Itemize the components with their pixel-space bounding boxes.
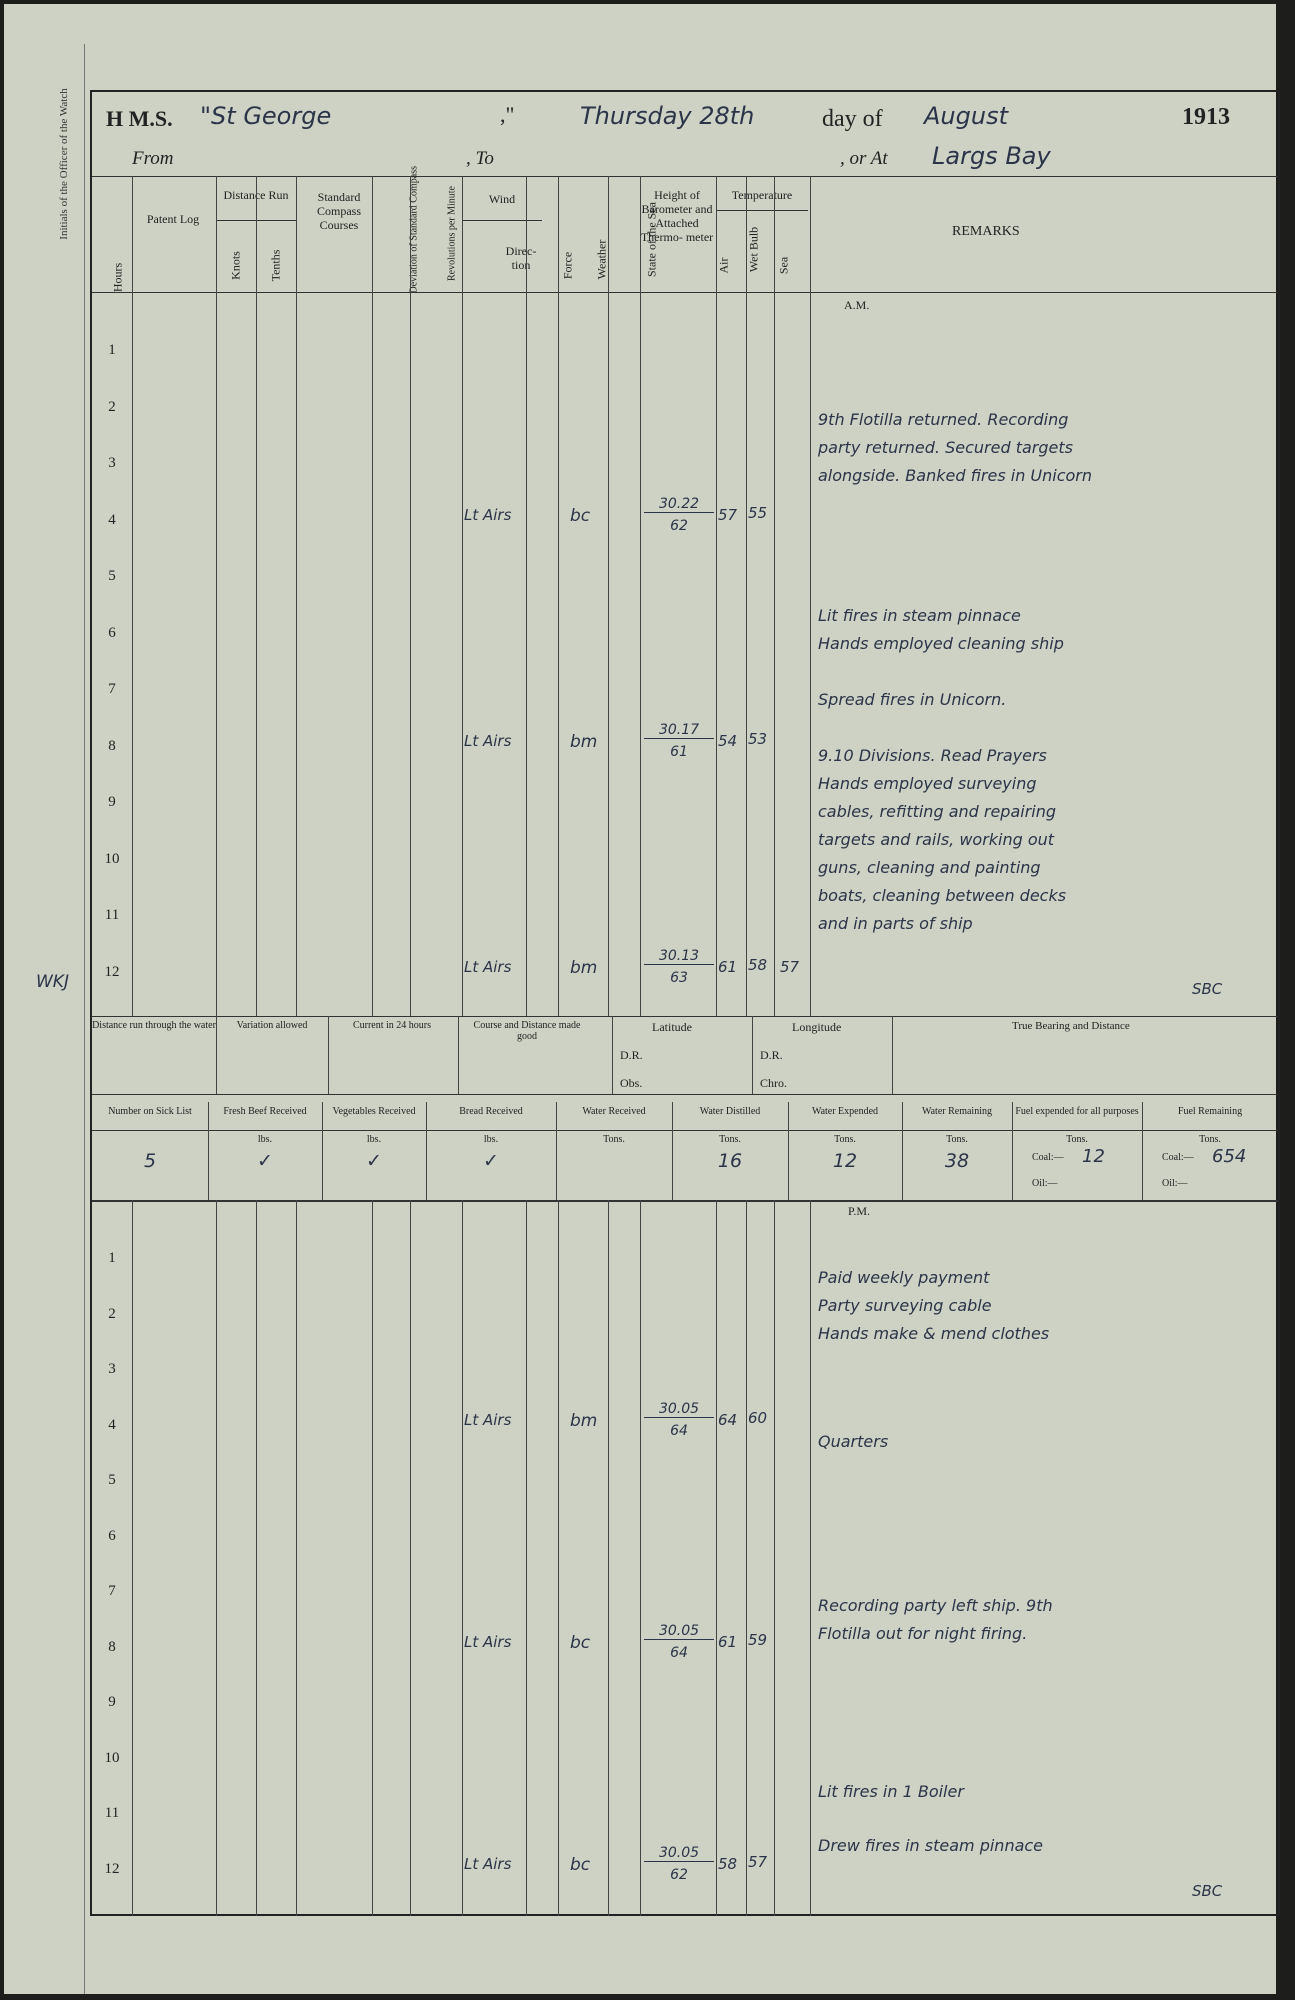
wet-bulb-header: Wet Bulb (746, 226, 761, 273)
column-rule (716, 176, 717, 1016)
hour-label: 2 (108, 1305, 116, 1322)
margin-rule (84, 44, 85, 1994)
attached-thermometer: 62 (670, 517, 688, 534)
remark-line: Lit fires in steam pinnace (818, 606, 1021, 625)
remark-line: boats, cleaning between decks (818, 886, 1067, 905)
hours-header: Hours (110, 262, 125, 293)
column-rule (746, 176, 747, 1016)
remark-line: 9.10 Divisions. Read Prayers (818, 746, 1047, 765)
patent-log-label: Patent Log (146, 212, 200, 226)
hour-label: 7 (108, 1583, 116, 1599)
remark-line: Recording party left ship. 9th (818, 1596, 1053, 1615)
hour-label: 3 (108, 455, 116, 471)
standard-compass-header: Standard Compass Courses (316, 190, 361, 232)
remark-line: Quarters (818, 1432, 889, 1451)
hour-label: 11 (104, 1805, 120, 1821)
barometer: 30.05 (644, 1623, 714, 1640)
coal-label: Coal:— (1162, 1152, 1194, 1163)
remark-line: Paid weekly payment (818, 1268, 990, 1287)
lon-chro: Chro. (760, 1076, 787, 1090)
air-temp: 54 (718, 731, 738, 750)
log-sheet (90, 90, 1280, 1916)
attached-thermometer: 64 (670, 1644, 688, 1661)
wind-sub-rule (462, 220, 542, 221)
remark-line: Hands employed cleaning ship (818, 634, 1064, 653)
barometer-header: Height of Barometer and Attached Thermo- meter (640, 188, 714, 244)
true-bearing: True Bearing and Distance (1012, 1020, 1130, 1032)
barometer: 30.05 (644, 1845, 714, 1862)
wet-bulb-temp: 57 (748, 1852, 768, 1871)
wind-direction: Lt Airs (464, 731, 512, 750)
hour-label: 1 (108, 342, 116, 358)
lat-dr: D.R. (620, 1048, 643, 1062)
wind-header: Wind (488, 192, 516, 206)
pm-label: P.M. (848, 1204, 871, 1218)
lat-obs: Obs. (620, 1076, 643, 1090)
supplies-value: 16 (717, 1150, 743, 1172)
weather-header: Weather (594, 239, 609, 280)
sea-temp-header: Sea (776, 256, 791, 275)
latitude-label: Latitude (652, 1020, 692, 1034)
wet-bulb-temp: 60 (748, 1408, 768, 1427)
header-rule (92, 176, 1278, 177)
attached-thermometer: 63 (670, 969, 688, 986)
air-header: Air (716, 257, 731, 274)
weather-code: bc (570, 1632, 591, 1653)
supplies-value: 38 (944, 1150, 970, 1172)
remark-line: Hands employed surveying (818, 774, 1037, 793)
column-rule (296, 1200, 297, 1916)
supplies-value: 12 (832, 1150, 858, 1172)
hour-label: 6 (108, 624, 116, 641)
column-rule (608, 176, 609, 1016)
remark-line: alongside. Banked fires in Unicorn (818, 466, 1093, 485)
observation-row (92, 1622, 812, 1681)
remarks-header: REMARKS (952, 224, 1020, 239)
hour-label: 4 (108, 511, 116, 528)
supplies-header-rule (92, 1130, 1278, 1131)
fuel-remaining-coal: 654 (1212, 1146, 1247, 1167)
column-rule (558, 176, 559, 1016)
log-page (4, 4, 1276, 1994)
hour-label: 6 (108, 1527, 116, 1544)
column-rule (810, 176, 811, 1016)
variation-allowed: Variation allowed (236, 1020, 308, 1031)
deviation-header: Deviation of Standard Compass (408, 166, 420, 294)
supplies-unit: Tons. (719, 1134, 741, 1145)
wet-bulb-temp: 59 (748, 1630, 768, 1649)
weather-code: bm (570, 1410, 598, 1431)
barometer: 30.17 (644, 722, 714, 739)
from-label: From (132, 148, 174, 169)
hour-label: 12 (104, 963, 120, 980)
supplies-value: ✓ (257, 1150, 273, 1172)
barometer: 30.05 (644, 1401, 714, 1418)
remark-line: Lit fires in 1 Boiler (818, 1782, 964, 1801)
hour-label: 4 (108, 1416, 116, 1433)
supplies-unit: Tons. (1199, 1134, 1221, 1145)
supplies-unit: lbs. (366, 1134, 382, 1145)
month: August (924, 102, 1008, 130)
mid-rule (92, 1094, 1278, 1095)
supplies-header: Fuel Remaining (1177, 1106, 1243, 1117)
am-label: A.M. (844, 298, 870, 312)
am-initials: SBC (1192, 980, 1223, 998)
oil-label: Oil:— (1162, 1178, 1188, 1189)
column-rule (132, 176, 133, 1016)
column-rule (216, 1200, 217, 1916)
hour-label: 9 (108, 794, 116, 810)
hour-label: 7 (108, 681, 116, 697)
supplies-unit: lbs. (257, 1134, 273, 1145)
remark-line: guns, cleaning and painting (818, 858, 1041, 877)
attached-thermometer: 61 (670, 743, 688, 760)
patent-log-header (132, 212, 214, 226)
distance-run-header: Distance Run (223, 188, 289, 202)
pm-initials: SBC (1192, 1882, 1223, 1900)
remark-line: cables, refitting and repairing (818, 802, 1057, 821)
hour-label: 5 (108, 568, 116, 584)
fuel-expended-coal: 12 (1082, 1146, 1105, 1167)
revolutions-header: Revolutions per Minute (446, 186, 458, 281)
mid-divider (328, 1016, 329, 1094)
hour-label: 8 (108, 1638, 116, 1655)
air-temp: 64 (718, 1410, 738, 1429)
remark-line: targets and rails, working out (818, 830, 1055, 849)
remark-line: Party surveying cable (818, 1296, 992, 1315)
supplies-header: Fuel expended for all purposes (1015, 1106, 1139, 1117)
column-rule (256, 176, 257, 1016)
column-rule (640, 1200, 641, 1916)
mid-divider (752, 1016, 753, 1094)
column-rule (256, 220, 257, 292)
remark-line: Flotilla out for night firing. (818, 1624, 1028, 1643)
column-rule (132, 1200, 133, 1916)
wet-bulb-temp: 58 (748, 955, 768, 974)
officer-initials-label: Initials of the Officer of the Watch (58, 88, 70, 240)
remark-line: party returned. Secured targets (818, 438, 1073, 457)
hms-label: H M.S. (106, 106, 173, 131)
column-rule (526, 176, 527, 1016)
supplies-header: Water Distilled (699, 1106, 761, 1117)
supplies-unit: Tons. (834, 1134, 856, 1145)
column-rule (558, 1200, 559, 1916)
attached-thermometer: 62 (670, 1866, 688, 1883)
column-rule (640, 176, 641, 1016)
weather-code: bc (570, 505, 591, 526)
wind-direction: Lt Airs (464, 1854, 512, 1873)
remark-line: Hands make & mend clothes (818, 1324, 1050, 1343)
to-label: , To (466, 148, 494, 169)
tenths-header: Tenths (268, 249, 283, 282)
remark-line: and in parts of ship (818, 914, 973, 933)
or-at-label: , or At (840, 148, 888, 169)
column-rule (526, 1200, 527, 1916)
column-rule (774, 176, 775, 1016)
supplies-header: Water Remaining (921, 1106, 992, 1117)
column-rule (372, 1200, 373, 1916)
mid-divider (892, 1016, 893, 1094)
observation-row (92, 721, 812, 780)
hour-label: 8 (108, 737, 116, 754)
column-rule (462, 176, 463, 1016)
supplies-header: Water Expended (811, 1106, 879, 1117)
hour-label: 12 (104, 1860, 120, 1877)
longitude-label: Longitude (792, 1020, 842, 1034)
supplies-unit: Tons. (946, 1134, 968, 1145)
attached-thermometer: 64 (670, 1422, 688, 1439)
sea-state-header: State of the Sea (644, 202, 659, 277)
column-rule (296, 176, 297, 1016)
supplies-header: Number on Sick List (108, 1106, 192, 1117)
column-rule (372, 176, 373, 1016)
lon-dr: D.R. (760, 1048, 783, 1062)
column-rule (410, 1200, 411, 1916)
barometer: 30.13 (644, 948, 714, 965)
distance-run-water: Distance run through the water (92, 1020, 216, 1031)
am-bottom-rule (92, 1016, 1278, 1017)
supplies-header: Water Received (582, 1106, 646, 1117)
barometer: 30.22 (644, 496, 714, 513)
remark-line: Drew fires in steam pinnace (818, 1836, 1044, 1855)
observation-row (92, 1844, 812, 1903)
supplies-value: 5 (143, 1150, 157, 1172)
ship-name: "St George (200, 102, 332, 130)
direction-header: Direc- tion (505, 244, 537, 272)
weather-code: bc (570, 1854, 591, 1875)
quote-mark: ," (500, 102, 515, 127)
supplies-header: Bread Received (459, 1106, 523, 1117)
observation-row (92, 947, 812, 1006)
mid-divider (458, 1016, 459, 1094)
supplies-header: Vegetables Received (332, 1106, 416, 1117)
air-temp: 61 (718, 1632, 738, 1651)
hour-label: 1 (108, 1250, 116, 1266)
day-of-label: day of (822, 106, 883, 132)
supplies-unit: lbs. (483, 1134, 499, 1145)
hour-label: 3 (108, 1361, 116, 1377)
year: 1913 (1182, 104, 1230, 130)
wind-direction: Lt Airs (464, 1410, 512, 1429)
wet-bulb-temp: 55 (748, 503, 768, 522)
wind-direction: Lt Airs (464, 1632, 512, 1651)
force-header: Force (560, 251, 575, 280)
column-rule (746, 1200, 747, 1916)
supplies-value: ✓ (483, 1150, 499, 1172)
weather-code: bm (570, 957, 598, 978)
weather-code: bm (570, 731, 598, 752)
wind-direction: Lt Airs (464, 957, 512, 976)
column-rule (774, 1200, 775, 1916)
supplies-header: Fresh Beef Received (223, 1106, 307, 1117)
temperature-header: Temperature (731, 188, 793, 202)
supplies-unit: Tons. (1066, 1134, 1088, 1145)
knots-header: Knots (228, 251, 243, 280)
date-day: Thursday 28th (580, 102, 755, 130)
supplies-unit: Tons. (603, 1134, 625, 1145)
oil-label: Oil:— (1032, 1178, 1058, 1189)
course-distance: Course and Distance made good (473, 1020, 581, 1042)
column-rule (810, 1200, 811, 1916)
wet-bulb-temp: 53 (748, 729, 768, 748)
hour-label: 10 (104, 850, 120, 867)
column-rule (716, 1200, 717, 1916)
supplies-bottom-rule (92, 1200, 1278, 1202)
place: Largs Bay (932, 142, 1051, 170)
observation-row (92, 495, 812, 554)
wind-direction: Lt Airs (464, 505, 512, 524)
header-bottom-rule (92, 292, 1278, 293)
margin-initials: WKJ (36, 972, 69, 992)
mid-divider (216, 1016, 217, 1094)
air-temp: 57 (718, 505, 738, 524)
column-rule (462, 1200, 463, 1916)
hour-label: 9 (108, 1694, 116, 1710)
remark-line: 9th Flotilla returned. Recording (818, 410, 1069, 429)
column-rule (216, 176, 217, 1016)
column-rule (410, 176, 411, 1016)
coal-label: Coal:— (1032, 1152, 1064, 1163)
column-rule (608, 1200, 609, 1916)
hour-label: 11 (104, 907, 120, 923)
sea-temp: 57 (780, 957, 800, 976)
observation-row (92, 1400, 812, 1459)
temp-sub-rule (716, 210, 808, 211)
column-rule (256, 1200, 257, 1916)
remark-line: Spread fires in Unicorn. (818, 690, 1007, 709)
hour-label: 2 (108, 398, 116, 415)
current-24h: Current in 24 hours (352, 1020, 432, 1031)
mid-divider (612, 1016, 613, 1094)
hour-label: 5 (108, 1472, 116, 1488)
air-temp: 58 (718, 1854, 738, 1873)
air-temp: 61 (718, 957, 738, 976)
supplies-value: ✓ (366, 1150, 382, 1172)
hour-label: 10 (104, 1749, 120, 1766)
